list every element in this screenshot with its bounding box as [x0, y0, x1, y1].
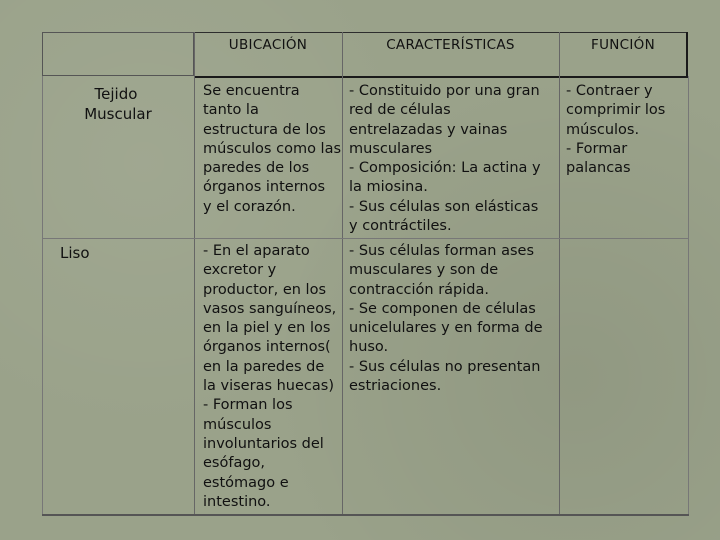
row-name-tejido-muscular: Tejido Muscular: [84, 85, 152, 123]
table-bottom-border: [42, 514, 689, 516]
row1-funcion: - Contraer y comprimir los músculos. - Formar palancas: [566, 83, 666, 177]
header-bottom-border: [194, 76, 688, 78]
row1-ubicacion: Se encuentra tanto la estructura de los músculos como las paredes de los órganos internos y el corazón.: [203, 83, 342, 215]
header-funcion: FUNCIÓN: [591, 37, 655, 53]
table-left-border: [42, 76, 43, 514]
empty-header-cell: [42, 32, 194, 76]
row1-caracteristicas: - Constituido por una gran red de células entrelazadas y vainas musculares - Composición: La actina y la miosina. - Sus células son elásticas y contráctiles.: [349, 83, 541, 235]
row-name-liso: Liso: [60, 244, 90, 262]
header-ubicacion: UBICACIÓN: [228, 37, 308, 53]
column-divider-1: [194, 32, 195, 514]
header-caracteristicas: CARACTERÍSTICAS: [386, 37, 515, 53]
row2-caracteristicas: - Sus células forman ases musculares y son de contracción rápida. - Se componen de células unicelulares y en forma de huso. - Sus células no presentan estriaciones.: [349, 243, 543, 395]
column-divider-3: [559, 32, 560, 514]
header-top-border: [194, 32, 686, 33]
table-right-border: [688, 76, 689, 514]
row-divider: [42, 238, 688, 239]
row2-ubicacion: - En el aparato excretor y productor, en los vasos sanguíneos, en la piel y en los órganos internos( en la paredes de la viseras huecas) - Forman los músculos involuntarios del esófago, estómago e intestino.: [203, 243, 337, 510]
